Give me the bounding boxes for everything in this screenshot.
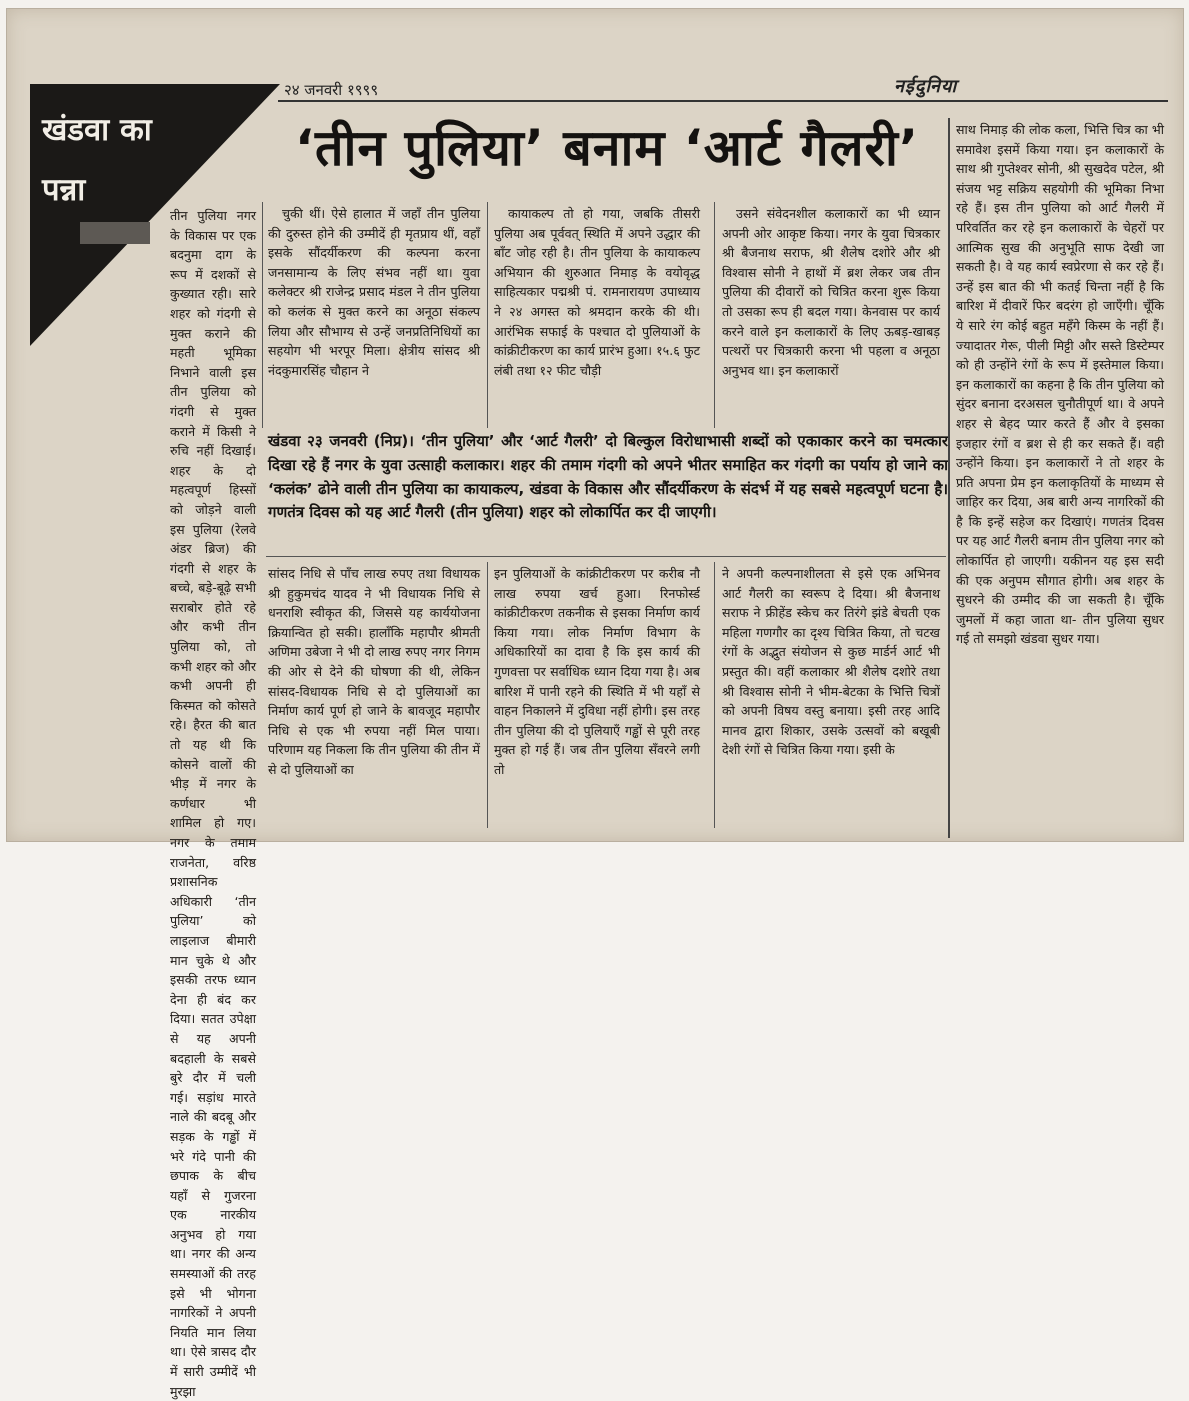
column-4-bottom-text: ने अपनी कल्पनाशीलता से इसे एक अभिनव आर्ट गैलरी का स्वरूप दे दिया। श्री बैजनाथ सराफ ने फ्रीहेंड स्केच कर तिरंगे झंडे बेचती एक महिला गणगौर का दृश्य चित्रित किया, तो चटख रंगों के अद्भुत संयोजन से कुछ मार्डर्न आर्ट भी प्रस्तुत की। वहीं कलाकार श्री शैलेष दशोरे तथा श्री विश्वास सोनी ने भीम-बेटका के भित्ति चित्रों को अपनी विषय वस्तु बनाया। इसी तरह आदि मानव द्वारा शिकार, उसके उत्सवों को बखूबी देशी रंगों से चित्रित किया गया। इसी के: [722, 566, 940, 758]
column-divider: [714, 562, 715, 828]
article-column-4-top: [722, 204, 940, 424]
lead-bottom-rule: [266, 556, 946, 557]
column-divider: [714, 202, 715, 428]
column-divider: [487, 562, 488, 828]
article-column-1: [30, 206, 256, 1399]
article-column-2-bottom: [268, 564, 480, 828]
column-5-text: साथ निमाड़ की लोक कला, भित्ति चित्र का भी समावेश इसमें किया गया। इन कलाकारों के साथ श्री गुप्तेश्वर सोनी, श्री सुखदेव पटेल, श्री संजय भट्ट सक्रिय सहयोगी की भूमिका निभा रहे हैं। इस तीन पुलिया को आर्ट गैलरी में परिवर्तित कर रहे इन कलाकारों के चेहरों पर आत्मिक सुख की अनुभूति साफ देखी जा सकती है। वे यह कार्य स्वप्रेरणा से कर रहे हैं। उन्हें इस बात की भी कतई चिन्ता नहीं है कि बारिश में दीवारें फिर बदरंग हो जाएँगी। चूँकि ये सारे रंग कोई बहुत महँगे किस्म के नहीं हैं। ज्यादातर गेरू, पीली मिट्टी और सस्ते डिस्टेम्पर को ही उन्होंने रंगों के रूप में इस्तेमाल किया। इन कलाकारों का कहना है कि तीन पुलिया को सुंदर बनाना दरअसल चुनौतीपूर्ण था। वे अपने शहर से बेहद प्यार करते हैं और वे इसका इजहार रंगों व ब्रश से ही कर सकते हैं। वही उन्होंने किया। इन कलाकारों ने तो शहर के प्रति अपना प्रेम इन कलाकृतियों के माध्यम से जाहिर कर दिया, अब बारी अन्य नागरिकों की है कि इन्हें सहेज कर दिखाएं। गणतंत्र दिवस पर यह आर्ट गैलरी बनाम तीन पुलिया नगर को लोकार्पित हो जाएगी। यकीनन यह इस सदी की एक अनुपम सौगात होगी। अब शहर के सुधरने की उम्मीद की जा सकती है। चूँकि जुमलों में कहा जाता था- तीन पुलिया सुधर गई तो समझो खंडवा सुधर गया।: [956, 122, 1164, 647]
article-column-2-top: [268, 204, 480, 424]
column-divider: [487, 202, 488, 428]
section-banner-title: [42, 100, 152, 220]
headline: ‘तीन पुलिया’ बनाम ‘आर्ट गैलरी’: [295, 119, 919, 177]
article-column-3-top: [494, 204, 700, 424]
column-1-text: तीन पुलिया नगर के विकास पर एक बदनुमा दाग के रूप में दशकों से कुख्यात रही। सारे शहर को गंदगी से मुक्त कराने की महती भूमिका निभाने वाली इस तीन पुलिया को गंदगी से मुक्त कराने में किसी ने रुचि नहीं दिखाई। शहर के दो महत्वपूर्ण हिस्सों को जोड़ने वाली इस पुलिया (रेलवे अंडर ब्रिज) की गंदगी से शहर के बच्चे, बड़े-बूढ़े सभी सराबोर होते रहे और कभी तीन पुलिया को, तो कभी शहर को और कभी अपनी ही किस्मत को कोसते रहे। हैरत की बात तो यह थी कि कोसने वालों की भीड़ में नगर के कर्णधार भी शामिल हो गए। नगर के तमाम राजनेता, वरिष्ठ प्रशासनिक अधिकारी ‘तीन पुलिया’ को लाइलाज बीमारी मान चुके थे और इसकी तरफ ध्यान देना ही बंद कर दिया। सतत उपेक्षा से यह अपनी बदहाली के सबसे बुरे दौर में चली गई। सड़ांध मारते नाले की बदबू और सड़क के गड्ढों में भरे गंदे पानी की छपाक के बीच यहाँ से गुजरना एक नारकीय अनुभव हो गया था। नगर की अन्य समस्याओं की तरह इसे भी भोगना नागरिकों ने अपनी नियति मान लिया था। ऐसे त्रासद दौर में सारी उम्मीदें भी मुरझा: [170, 208, 256, 1399]
lead-paragraph: खंडवा २३ जनवरी (निप्र)। ‘तीन पुलिया’ और ‘आर्ट गैलरी’ दो बिल्कुल विरोधाभासी शब्दों को एकाकार करने का चमत्कार दिखा रहे हैं नगर के युवा उत्साही कलाकार। शहर की तमाम गंदगी को अपने भीतर समाहित कर गंदगी का पर्याय हो जाने का ‘कलंक’ ढोने वाली तीन पुलिया का कायाकल्प, खंडवा के विकास और सौंदर्यीकरण के संदर्भ में यह सबसे महत्वपूर्ण घटना है। गणतंत्र दिवस को यह आर्ट गैलरी (तीन पुलिया) शहर को लोकार्पित कर दी जाएगी।: [268, 432, 948, 522]
article-column-3-bottom: [494, 564, 700, 828]
top-rule: [278, 100, 1168, 102]
column-3-top-text: कायाकल्प तो हो गया, जबकि तीसरी पुलिया अब पूर्ववत् स्थिति में अपने उद्धार की बाँट जोह रही है। तीन पुलिया के कायाकल्प अभियान की शुरुआत निमाड़ के वयोवृद्ध साहित्यकार पद्मश्री पं. रामनारायण उपाध्याय ने २४ अगस्त को श्रमदान करके की थी। आरंभिक सफाई के पश्चात दो पुलियाओं के कांक्रीटीकरण का कार्य प्रारंभ हुआ। १५.६ फुट लंबी तथा १२ फीट चौड़ी: [494, 206, 700, 378]
inline-photo: [80, 222, 150, 244]
article-column-5: [956, 120, 1164, 828]
column-2-bottom-text: सांसद निधि से पाँच लाख रुपए तथा विधायक श्री हुकुमचंद यादव ने भी विधायक निधि से धनराशि स्वीकृत की, जिससे यह कार्ययोजना क्रियान्वित हो सकी। हालाँकि महापौर श्रीमती अणिमा उबेजा ने भी दो लाख रुपए नगर निगम की ओर से देने की घोषणा की थी, लेकिन सांसद-विधायक निधि से दो पुलियाओं का निर्माण कार्य पूर्ण हो जाने के बावजूद महापौर निधि से एक भी रुपया नहीं मिल पाया। परिणाम यह निकला कि तीन पुलिया की तीन में से दो पुलियाओं का: [268, 566, 480, 777]
masthead: नईदुनिया: [894, 76, 958, 97]
column-2-top-text: चुकी थीं। ऐसे हालात में जहाँ तीन पुलिया की दुरुस्त होने की उम्मीदें ही मृतप्राय थीं, वहाँ इसके सौंदर्यीकरण की कल्पना करना जनसामान्य के लिए संभव नहीं था। युवा कलेक्टर श्री राजेन्द्र प्रसाद मंडल ने तीन पुलिया को कलंक से मुक्त करने का अनूठा संकल्प लिया और सौभाग्य से उन्हें जनप्रतिनिधियों का सहयोग भी भरपूर मिला। क्षेत्रीय सांसद श्री नंदकुमारसिंह चौहान ने: [268, 206, 480, 378]
banner-line-2: पन्ना: [42, 172, 86, 208]
banner-line-1: खंडवा का: [42, 112, 152, 148]
article-column-4-bottom: [722, 564, 940, 828]
column-3-bottom-text: इन पुलियाओं के कांक्रीटीकरण पर करीब नौ लाख रुपया खर्च हुआ। रिनफोर्स्ड कांक्रीटीकरण तकनीक से इसका निर्माण कार्य किया गया। लोक निर्माण विभाग के अधिकारियों का दावा है कि इस कार्य की गुणवत्ता पर सर्वाधिक ध्यान दिया गया है। अब बारिश में पानी रहने की स्थिति में भी यहाँ से वाहन निकालने में दुविधा नहीं होगी। इस तरह तीन पुलिया की दो पुलियाएँ गड्ढों से पूरी तरह मुक्त हो गई हैं। जब तीन पुलिया सँवरने लगी तो: [494, 566, 700, 777]
publication-date: २४ जनवरी १९९९: [284, 81, 379, 99]
column-divider: [262, 202, 263, 428]
column-4-top-text: उसने संवेदनशील कलाकारों का भी ध्यान अपनी ओर आकृष्ट किया। नगर के युवा चित्रकार श्री बैजनाथ सराफ, श्री शैलेष दशोरे और श्री विश्वास सोनी ने हाथों में ब्रश लेकर जब तीन पुलिया की दीवारों को चित्रित करना शुरू किया तो उसका रूप ही बदल गया। केनवास पर कार्य करने वाले इन कलाकारों के लिए ऊबड़-खाबड़ पत्थरों पर चित्रकारी करना भी पहला व अनूठा अनुभव था। इन कलाकारों: [722, 206, 940, 378]
